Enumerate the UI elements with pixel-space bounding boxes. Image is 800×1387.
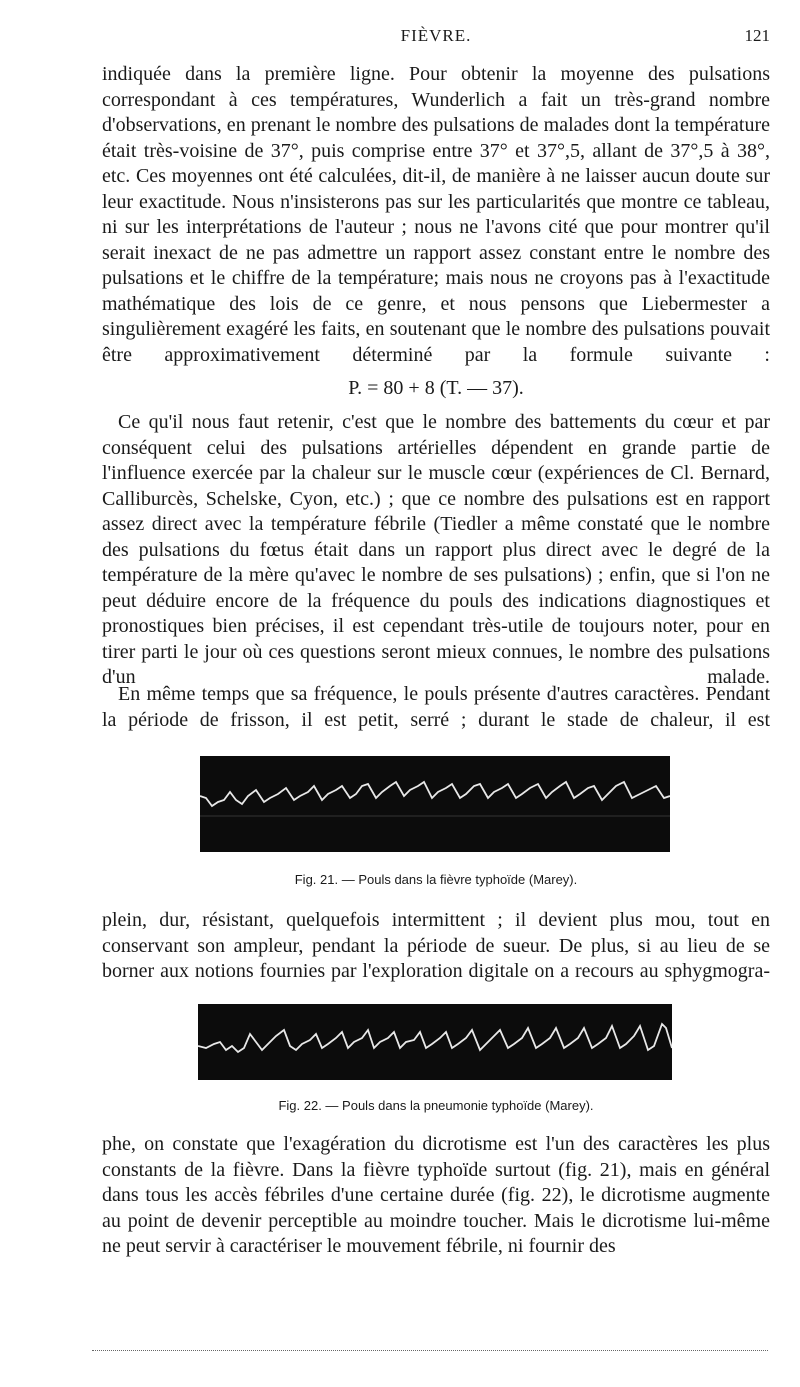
paragraph-1: indiquée dans la première ligne. Pour obtenir la moyenne des pulsations correspondant à ces températures, Wunderlich a fait un très-grand nombre d'observations, en prenant le nombre des pulsations de malades dont la température était très-voisine de 37°, puis comprise entre 37° et 37°,5, allant de 37°,5 à 38°, etc. Ces moyennes ont été calculées, dit-il, de manière à ne laisser aucun doute sur leur exactitude. Nous n'insisterons pas sur les particularités que montre ce tableau, ni sur les interprétations de l'auteur ; nous ne l'avons cité que pour montrer qu'il serait inexact de ne pas admettre un rapport assez constant entre le nombre des pulsations et le chiffre de la température; mais nous ne croyons pas à l'exactitude mathématique des lois de ce genre, et nous pensons que Liebermester a singulièrement exagéré les faits, en soutenant que le nombre des pulsations pouvait être approximativement déterminé par la formule suivante : bbox=[102, 63, 770, 366]
page-header bbox=[102, 26, 770, 50]
paragraph-5: phe, on constate que l'exagération du dicrotisme est l'un des caractères les plus constants de la fièvre. Dans la fièvre typhoïde surtout (fig. 21), mais en général dans tous les accès fébriles d'une certaine durée (fig. 22), le dicrotisme augmente au point de devenir perceptible au moindre toucher. Mais le dicrotisme lui-même ne peut servir à caractériser le mouvement fébrile, ni fournir des bbox=[102, 1133, 770, 1257]
figure-21-caption: Fig. 21. — Pouls dans la fièvre typhoïde (Marey). bbox=[294, 872, 578, 887]
figure-21-pulse-tracing bbox=[200, 756, 670, 852]
pulse-tracing-typhoid bbox=[200, 756, 670, 852]
bottom-dotted-rule bbox=[92, 1350, 768, 1352]
paragraph-2: Ce qu'il nous faut retenir, c'est que le nombre des battements du cœur et par conséquent celui des pulsations artérielles dépendent en grande partie de l'influence exercée par la chaleur sur le muscle cœur (expériences de Cl. Bernard, Calliburcès, Schelske, Cyon, etc.) ; que ce nombre des pulsations est en rapport assez direct avec la température fébrile (Tiedler a même constaté que le nombre des pulsations du fœtus était dans un rapport plus direct avec le degré de la température de la mère qu'avec le nombre de ses pulsations) ; enfin, que si l'on ne peut déduire encore de la fréquence du pouls des indications diagnostiques et pronostiques bien précises, il est cependant très-utile de toujours noter, pour en tirer parti le jour où ces questions seront mieux connues, le nombre des pulsations d'un malade. bbox=[102, 411, 770, 688]
pulse-tracing-pneumonia bbox=[198, 1004, 672, 1080]
page-number: 121 bbox=[744, 26, 770, 45]
paragraph-3: En même temps que sa fréquence, le pouls présente d'autres caractères. Pendant la période de frisson, il est petit, serré ; durant le stade de chaleur, il est bbox=[102, 683, 770, 731]
running-title: FIÈVRE. bbox=[400, 26, 472, 45]
figure-22-pulse-tracing bbox=[198, 1004, 672, 1080]
formula: P. = 80 + 8 (T. — 37). bbox=[348, 377, 524, 399]
figure-22-caption: Fig. 22. — Pouls dans la pneumonie typhoïde (Marey). bbox=[278, 1098, 594, 1113]
paragraph-4: plein, dur, résistant, quelquefois intermittent ; il devient plus mou, tout en conservant son ampleur, pendant la période de sueur. De plus, si au lieu de se borner aux notions fournies par l'exploration digitale on a recours au sphygmogra- bbox=[102, 909, 770, 982]
